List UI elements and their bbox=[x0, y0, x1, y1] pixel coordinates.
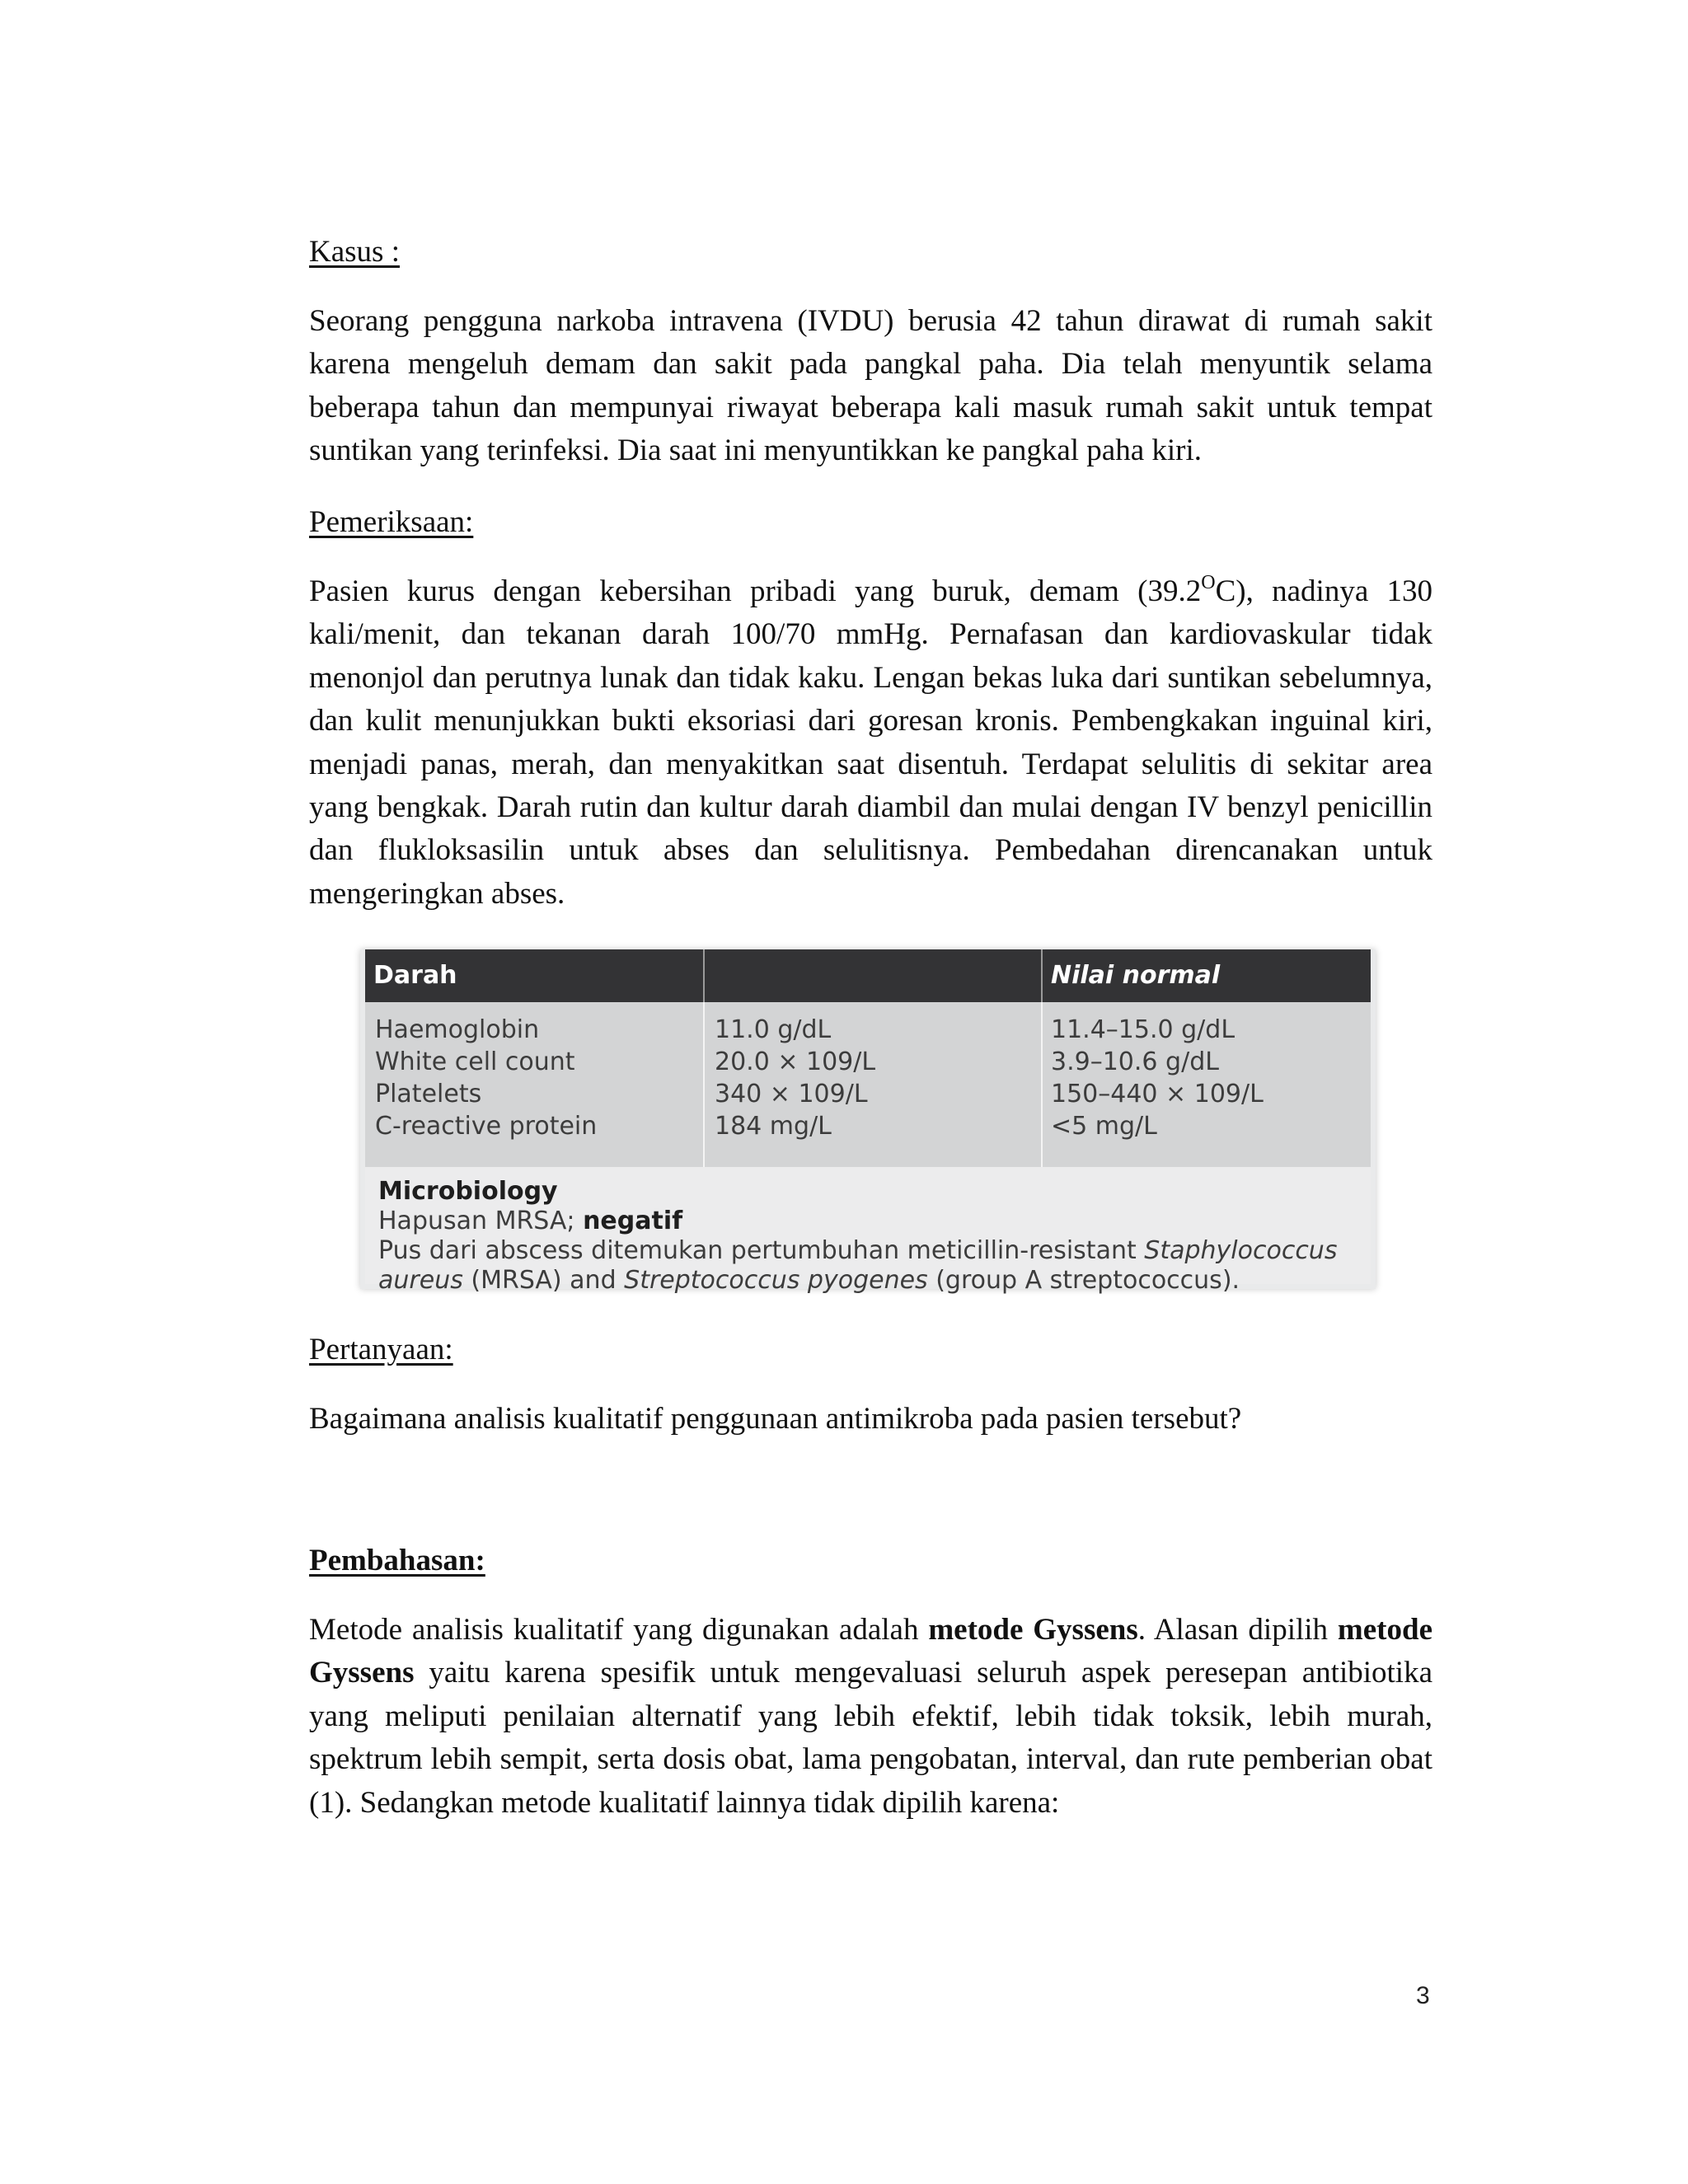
kasus-paragraph: Seorang pengguna narkoba intravena (IVDU) berusia 42 tahun dirawat di rumah sakit karena mengeluh demam dan sakit pada pangkal paha. Dia telah menyuntik selama beberapa tahun dan mempunyai riwayat beberapa kali masuk rumah sakit untuk tempat suntikan yang terinfeksi. Dia saat ini menyuntikkan ke pangkal paha kiri. bbox=[309, 304, 1432, 468]
test-value: 184 mg/L bbox=[715, 1112, 832, 1141]
normal-value: <5 mg/L bbox=[1051, 1112, 1157, 1141]
test-value: 20.0 × 109/L bbox=[715, 1047, 876, 1076]
header-divider bbox=[703, 949, 705, 1002]
column-divider bbox=[703, 1002, 705, 1167]
normal-value: 11.4–15.0 g/dL bbox=[1051, 1015, 1236, 1044]
pembahasan-bold: metode Gyssens bbox=[928, 1613, 1138, 1647]
column-divider bbox=[1041, 1002, 1043, 1167]
pemeriksaan-heading: Pemeriksaan: bbox=[309, 505, 474, 539]
pus-text: (MRSA) and bbox=[462, 1266, 625, 1295]
pembahasan-bold: metode Gyssens bbox=[309, 1613, 1432, 1690]
pembahasan-text: . Alasan dipilih bbox=[1137, 1613, 1338, 1647]
test-value: 340 × 109/L bbox=[715, 1080, 868, 1108]
header-darah: Darah bbox=[373, 961, 457, 990]
microbiology-title: Microbiology bbox=[378, 1177, 558, 1206]
kasus-heading: Kasus : bbox=[309, 235, 400, 269]
pembahasan-text: yaitu karena spesifik untuk mengevaluasi seluruh aspek peresepan antibiotika yang meliputi penilaian alternatif yang lebih efektif, lebih tidak toksik, lebih murah, spektrum lebih sempit, serta dosis obat, lama pengobatan, interval, dan rute pemberian obat (1). Sedangkan metode kualitatif lainnya tidak dipilih karena: bbox=[309, 1656, 1432, 1820]
header-divider bbox=[1041, 949, 1043, 1002]
pemeriksaan-text-part1: Pasien kurus dengan kebersihan pribadi yang buruk, demam (39.2 bbox=[309, 574, 1202, 608]
lab-table-header bbox=[365, 949, 1371, 1002]
pus-culture-line-2 bbox=[378, 1266, 1240, 1296]
pertanyaan-heading: Pertanyaan: bbox=[309, 1333, 453, 1366]
test-value-column bbox=[715, 1014, 875, 1142]
organism-name: aureus bbox=[378, 1266, 463, 1295]
pemeriksaan-paragraph bbox=[309, 570, 1432, 916]
mrsa-result: negatif bbox=[583, 1207, 683, 1235]
normal-value-column bbox=[1051, 1014, 1264, 1142]
pus-text: Pus dari abscess ditemukan pertumbuhan meticillin-resistant bbox=[378, 1236, 1145, 1265]
pemeriksaan-text-part2: C), nadinya 130 kali/menit, dan tekanan darah 100/70 mmHg. Pernafasan dan kardiovaskular tidak menonjol dan perutnya lunak dan tidak kaku. Lengan bekas luka dari suntikan sebelumnya, dan kulit menunjukkan bukti eksoriasi dari goresan kronis. Pembengkakan inguinal kiri, menjadi panas, merah, dan menyakitkan saat disentuh. Terdapat selulitis di sekitar area yang bengkak. Darah rutin dan kultur darah diambil dan mulai dengan IV benzyl penicillin dan flukloksasilin untuk abses dan selulitisnya. Pembedahan direncanakan untuk mengeringkan abses. bbox=[309, 574, 1432, 911]
test-name: Platelets bbox=[375, 1080, 482, 1108]
pembahasan-heading: Pembahasan: bbox=[309, 1544, 485, 1577]
test-name: C-reactive protein bbox=[375, 1112, 598, 1141]
test-name-column bbox=[375, 1014, 597, 1142]
lab-table-body bbox=[365, 1002, 1371, 1167]
mrsa-label: Hapusan MRSA; bbox=[378, 1207, 584, 1235]
normal-value: 150–440 × 109/L bbox=[1051, 1080, 1264, 1108]
header-nilai-normal: Nilai normal bbox=[1051, 961, 1221, 990]
pembahasan-paragraph bbox=[309, 1609, 1432, 1825]
mrsa-swab-line bbox=[378, 1207, 682, 1236]
pus-text: (group A streptococcus). bbox=[927, 1266, 1240, 1295]
organism-name: Staphylococcus bbox=[1144, 1236, 1338, 1265]
pus-culture-line-1 bbox=[378, 1236, 1337, 1266]
pembahasan-text: Metode analisis kualitatif yang digunakan adalah bbox=[309, 1613, 929, 1647]
lab-results-table bbox=[360, 949, 1376, 1295]
degree-superscript: O bbox=[1201, 572, 1216, 593]
normal-value: 3.9–10.6 g/dL bbox=[1051, 1047, 1219, 1076]
test-name: Haemoglobin bbox=[375, 1015, 540, 1044]
microbiology-section bbox=[365, 1167, 1371, 1295]
page-number: 3 bbox=[1416, 1982, 1430, 2009]
test-value: 11.0 g/dL bbox=[715, 1015, 832, 1044]
pertanyaan-paragraph: Bagaimana analisis kualitatif penggunaan antimikroba pada pasien tersebut? bbox=[309, 1402, 1242, 1436]
test-name: White cell count bbox=[375, 1047, 575, 1076]
organism-name: Streptococcus pyogenes bbox=[624, 1266, 928, 1295]
